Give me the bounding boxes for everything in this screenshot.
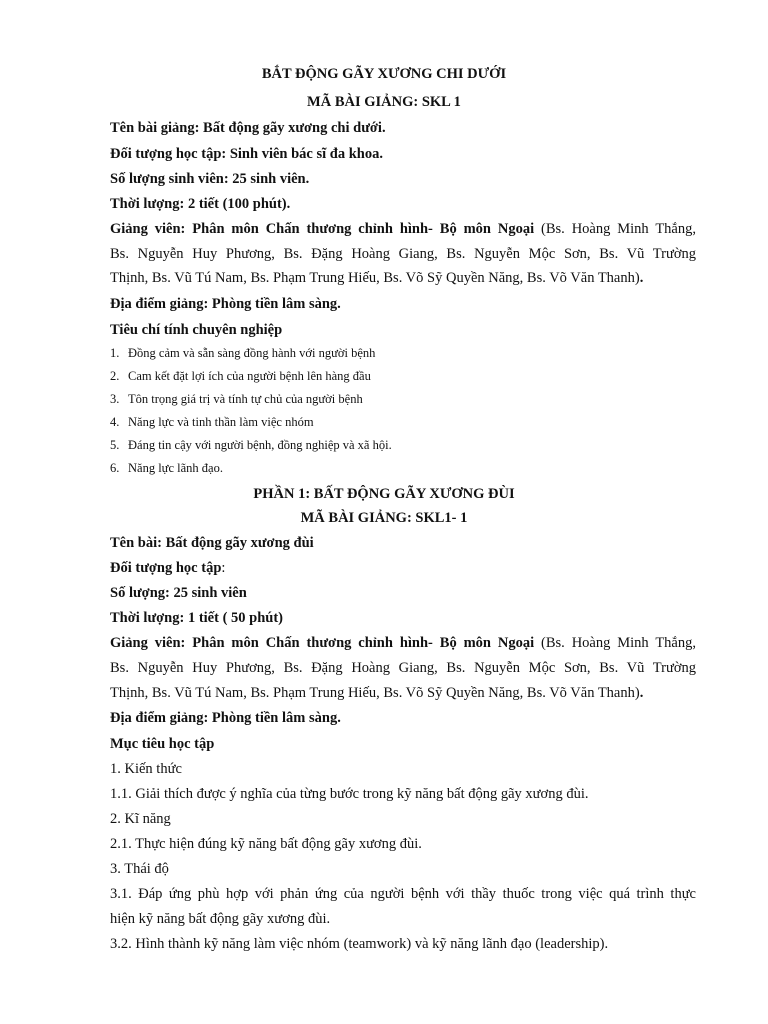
- objective-line: 3.1. Đáp ứng phù hợp với phản ứng của người bệnh với thầy thuốc trong việc quá trình thực: [110, 886, 696, 902]
- duration: Thời lượng: 2 tiết (100 phút).: [110, 196, 291, 212]
- part1-code: MÃ BÀI GIẢNG: SKL1- 1: [300, 510, 468, 526]
- lecturer-label: Giảng viên: Phân môn Chấn thương chỉnh hình- Bộ môn Ngoại: [110, 221, 535, 237]
- part1-lecturer-names-1: (Bs. Hoàng Minh Thắng,: [534, 635, 696, 651]
- part1-duration: Thời lượng: 1 tiết ( 50 phút): [110, 610, 283, 626]
- criteria-text: Năng lực lãnh đạo.: [128, 461, 223, 475]
- part1-target: [110, 560, 696, 577]
- lecturer-line-3: [110, 270, 696, 287]
- criteria-number: 3.: [110, 392, 120, 406]
- criteria-item: [110, 461, 696, 476]
- part1-location: [110, 710, 696, 727]
- criteria-number: 4.: [110, 415, 120, 429]
- criteria-text: Tôn trọng giá trị và tính tự chủ của người bệnh: [128, 392, 363, 406]
- part1-lecturer-end: .: [639, 685, 644, 701]
- part1-lecture-name: Tên bài: Bất động gãy xương đùi: [110, 535, 314, 551]
- lecturer-line-1: [110, 221, 696, 238]
- part1-lecturer-line-1: [110, 635, 696, 652]
- criteria-number: 1.: [110, 346, 120, 360]
- objective-line: 3. Thái độ: [110, 861, 169, 877]
- objective-line: 1. Kiến thức: [110, 761, 182, 777]
- lecturer-end: .: [639, 270, 644, 286]
- criteria-number: 2.: [110, 369, 120, 383]
- location: Địa điểm giảng: Phòng tiền lâm sàng.: [110, 296, 341, 312]
- lecture-name: Tên bài giảng: Bất động gãy xương chi dưới.: [110, 120, 386, 136]
- objectives-title: Mục tiêu học tập: [110, 736, 215, 752]
- objective-line: hiện kỹ năng bất động gãy xương đùi.: [110, 911, 331, 927]
- criteria-text: Đồng cảm và sẵn sàng đồng hành với người bệnh: [128, 346, 376, 360]
- part1-location-label: Địa điểm giảng: [110, 710, 204, 726]
- criteria-item: [110, 415, 696, 430]
- objective-line: 3.2. Hình thành kỹ năng làm việc nhóm (teamwork) và kỹ năng lãnh đạo (leadership).: [110, 936, 609, 952]
- part1-target-colon: :: [221, 560, 226, 576]
- document-title: BẮT ĐỘNG GÃY XƯƠNG CHI DƯỚI: [261, 66, 507, 82]
- part1-lecturer-names-3: Thịnh, Bs. Vũ Tú Nam, Bs. Phạm Trung Hiếu, Bs. Võ Sỹ Quyền Năng, Bs. Võ Văn Thanh): [110, 685, 640, 701]
- lecturer-names-3: Thịnh, Bs. Vũ Tú Nam, Bs. Phạm Trung Hiếu, Bs. Võ Sỹ Quyền Năng, Bs. Võ Văn Thanh): [110, 270, 640, 286]
- learning-target: Đối tượng học tập: Sinh viên bác sĩ đa khoa.: [110, 146, 383, 162]
- criteria-item: [110, 392, 696, 407]
- part1-target-label: Đối tượng học tập: [110, 560, 222, 576]
- part1-lecturer-line-2: Bs. Nguyễn Huy Phương, Bs. Đặng Hoàng Giang, Bs. Nguyễn Mộc Sơn, Bs. Vũ Trường: [110, 660, 696, 676]
- criteria-text: Cam kết đặt lợi ích của người bệnh lên hàng đầu: [128, 369, 371, 383]
- criteria-title: Tiêu chí tính chuyên nghiệp: [110, 322, 283, 338]
- objective-line: 1.1. Giải thích được ý nghĩa của từng bước trong kỹ năng bất động gãy xương đùi.: [110, 786, 589, 802]
- objective-line: 2. Kĩ năng: [110, 811, 171, 827]
- part1-lecturer-line-3: [110, 685, 696, 702]
- criteria-item: [110, 369, 696, 384]
- criteria-text: Năng lực và tinh thần làm việc nhóm: [128, 415, 314, 429]
- objective-line: 2.1. Thực hiện đúng kỹ năng bất động gãy xương đùi.: [110, 836, 422, 852]
- criteria-number: 6.: [110, 461, 120, 475]
- lecture-code: MÃ BÀI GIẢNG: SKL 1: [307, 94, 461, 110]
- criteria-item: [110, 346, 696, 361]
- part1-count: Số lượng: 25 sinh viên: [110, 585, 247, 601]
- criteria-number: 5.: [110, 438, 120, 452]
- part1-lecturer-label: Giảng viên: Phân môn Chấn thương chỉnh hình- Bộ môn Ngoại: [110, 635, 535, 651]
- part1-location-value: : Phòng tiền lâm sàng.: [203, 710, 341, 726]
- student-count: Số lượng sinh viên: 25 sinh viên.: [110, 171, 310, 187]
- lecturer-line-2: Bs. Nguyễn Huy Phương, Bs. Đặng Hoàng Giang, Bs. Nguyễn Mộc Sơn, Bs. Vũ Trường: [110, 246, 696, 262]
- criteria-text: Đáng tin cậy với người bệnh, đồng nghiệp và xã hội.: [128, 438, 392, 452]
- lecturer-names-1: (Bs. Hoàng Minh Thắng,: [534, 221, 696, 237]
- part1-title: PHẦN 1: BẤT ĐỘNG GÃY XƯƠNG ĐÙI: [253, 486, 515, 502]
- criteria-item: [110, 438, 696, 453]
